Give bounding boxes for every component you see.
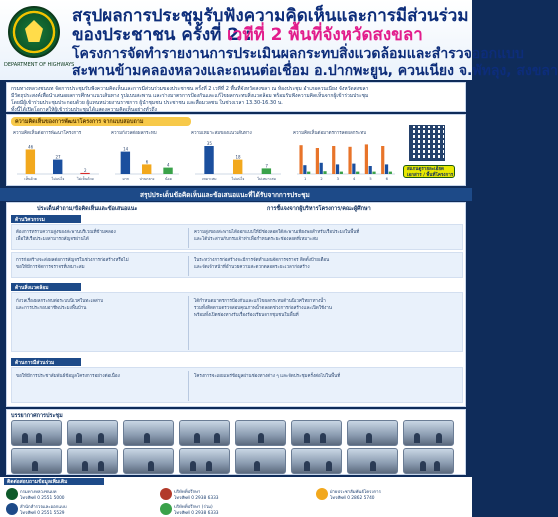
chart-bar — [356, 172, 359, 174]
page-title-line-1: สรุปผลการประชุมรับฟังความคิดเห็นและการมีส่วนร่วม — [72, 6, 469, 26]
meeting-photo[interactable] — [347, 448, 398, 474]
chart-4-svg — [293, 136, 397, 182]
qr-code-icon[interactable] — [409, 125, 445, 161]
contact-name: สำนักสำรวจและออกแบบ — [20, 505, 67, 510]
chart-bar — [385, 164, 388, 174]
intro-line: มีวัตถุประสงค์เพื่อนำเสนอผลการศึกษาแนวเส้นทาง รูปแบบสะพาน และร่างมาตรการป้องกันและแก้ไขผลกระทบสิ่งแวดล้อม พร้อมรับฟังความคิดเห็นจากผู้เข้าร่วมประชุม — [11, 93, 369, 99]
chart-bar — [369, 166, 372, 174]
opinion-table — [6, 202, 466, 407]
chart-category-label: ไม่เหมาะสม — [257, 177, 276, 181]
meeting-photos-panel — [6, 409, 466, 475]
project-title-line-2: สะพานข้ามคลองหลวงและถนนต่อเชื่อม อ.ปากพะยูน, ควนเนียง จ.พัทลุง, สงขลา — [72, 63, 558, 79]
row-divider — [188, 256, 189, 276]
survey-chart-panel — [6, 114, 466, 186]
chart-data-label: 7 — [265, 163, 268, 169]
response-text: พร้อมทั้งเปิดช่องทางรับเรื่องร้องเรียนจากชุมชนในพื้นที่ — [194, 313, 299, 318]
chart-bar — [365, 144, 368, 174]
meeting-photo[interactable] — [67, 420, 118, 446]
meeting-photo[interactable] — [179, 448, 230, 474]
summary-band-title: สรุปประเด็นข้อคิดเห็นและข้อเสนอแนะที่ได้รับจากการประชุม — [140, 191, 310, 199]
chart-4 — [293, 129, 397, 183]
section-engineering: ด้านวิศวกรรม — [11, 215, 81, 223]
column-header-responses: การชี้แจงจากผู้บริหารโครงการ/คณะผู้ศึกษา — [267, 206, 371, 212]
chart-bar — [316, 148, 319, 174]
chart-bar — [340, 172, 343, 174]
chart-3 — [191, 129, 283, 183]
scan-details-button[interactable]: สแกนดูรายละเอียด เอกสาร / พื้นที่โครงการ — [403, 165, 455, 178]
contact-name: บริษัทที่ปรึกษา — [174, 490, 201, 495]
meeting-photo[interactable] — [11, 448, 62, 474]
question-text: ต้องการทราบความสูงของสะพานบริเวณที่ข้ามคลอง — [16, 230, 116, 235]
intro-box — [6, 82, 466, 112]
chart-bar — [336, 164, 339, 174]
bureau-logo-icon — [6, 503, 18, 515]
meeting-photo[interactable] — [347, 420, 398, 446]
table-row — [11, 292, 463, 352]
chart-title: ความเหมาะสมของแนวเส้นทาง — [191, 131, 252, 136]
chart-data-label: 2 — [84, 167, 87, 173]
chart-category-label: 6 — [385, 177, 388, 181]
response-text: โครงการจะเผยแพร่ข้อมูลผ่านช่องทางต่าง ๆ และจัดประชุมครั้งต่อไปในพื้นที่ — [194, 374, 341, 379]
chart-category-label: มาก — [122, 177, 129, 181]
column-header-questions: ประเด็นคำถาม/ข้อคิดเห็นและข้อเสนอแนะ — [37, 206, 138, 212]
response-text: ได้กำหนดมาตรการป้องกันและแก้ไขผลกระทบด้านนิเวศวิทยาทางน้ำ — [194, 299, 326, 304]
meeting-photo[interactable] — [11, 420, 62, 446]
meeting-photo[interactable] — [291, 448, 342, 474]
chart-data-label: 46 — [28, 144, 34, 150]
chart-data-label: 4 — [167, 162, 170, 168]
table-row — [11, 252, 463, 278]
row-divider — [188, 296, 189, 350]
chart-bar — [332, 146, 335, 174]
department-logo-caption: DEPARTMENT OF HIGHWAYS — [4, 62, 75, 68]
consultant-logo-icon — [160, 488, 172, 500]
pr-logo-icon — [316, 488, 328, 500]
row-divider — [188, 228, 189, 248]
contact-name: กรมทางหลวงชนบท — [20, 490, 57, 495]
row-divider — [188, 371, 189, 401]
survey-chart-heading: ความคิดเห็นของการพัฒนาโครงการ จากแบบสอบถาม — [11, 117, 191, 126]
meeting-photo[interactable] — [403, 448, 454, 474]
chart-bar — [303, 165, 306, 174]
chart-bar — [26, 149, 35, 174]
response-text: ความสูงของสะพานได้ออกแบบให้มีช่องลอดใต้สะพานเพียงพอสำหรับเรือประมงในพื้นที่ — [194, 230, 360, 235]
meeting-photo[interactable] — [403, 420, 454, 446]
department-logo-icon — [6, 488, 18, 500]
chart-category-label: 2 — [320, 177, 323, 181]
chart-bar — [320, 163, 323, 174]
response-text: รวมทั้งติดตามตรวจสอบคุณภาพน้ำตลอดช่วงการก่อสร้างและเปิดใช้งาน — [194, 306, 332, 311]
question-text: ขอให้มีการประชาสัมพันธ์ข้อมูลโครงการอย่างต่อเนื่อง — [16, 374, 120, 379]
contact-footer — [0, 477, 472, 517]
contact-detail[interactable]: โทรศัพท์ 0 2551 5529 — [20, 511, 65, 516]
section-participation: ด้านการมีส่วนร่วม — [11, 358, 81, 366]
chart-bar — [233, 160, 242, 174]
page-title-venue: เวทีที่ 2 พื้นที่จังหวัดสงขลา — [227, 25, 423, 45]
contact-detail[interactable]: โทรศัพท์ 0 2938 6333 — [174, 511, 219, 516]
chart-bar — [323, 171, 326, 174]
chart-2-svg — [111, 136, 181, 182]
chart-bar — [204, 146, 213, 174]
page-title-line-2: ของประชาชน ครั้งที่ 2 : — [72, 25, 252, 45]
chart-data-label: 35 — [206, 141, 212, 146]
chart-bar — [352, 164, 355, 174]
intro-line: กรมทางหลวงชนบท จัดการประชุมรับฟังความคิดเห็นและการมีส่วนร่วมของประชาชน ครั้งที่ 2 เวทีที่ 2 พื้นที่จังหวัดสงขลา ณ ห้องประชุม อำเภอควนเนียง จังหวัดสงขลา — [11, 86, 369, 92]
meeting-photo[interactable] — [235, 420, 286, 446]
contact-detail[interactable]: โทรศัพท์ 0 2938 6333 — [174, 496, 219, 501]
chart-data-label: 27 — [55, 154, 61, 160]
contact-heading: ติดต่อสอบถามข้อมูลเพิ่มเติม — [4, 478, 104, 485]
chart-bar — [389, 172, 392, 174]
chart-category-label: เห็นด้วย — [24, 177, 37, 181]
department-logo-icon — [8, 6, 60, 58]
question-text: กังวลเรื่องผลกระทบต่อระบบนิเวศในทะเลสาบ — [16, 299, 104, 304]
question-text: การก่อสร้างจะส่งผลต่อการสัญจรในช่วงการก่อสร้างหรือไม่ — [16, 258, 129, 263]
meeting-photo[interactable] — [67, 448, 118, 474]
chart-data-label: 18 — [235, 154, 241, 160]
chart-2 — [111, 129, 181, 183]
meeting-photo[interactable] — [179, 420, 230, 446]
chart-category-label: 1 — [304, 177, 307, 181]
chart-data-label: 14 — [123, 146, 129, 152]
intro-line: โดยมีผู้เข้าร่วมประชุมประกอบด้วย ผู้แทนหน่วยงานราชการ ผู้นำชุมชน ประชาชน และสื่อมวลชน ในช่วงเวลา 13.30-16.30 น. — [11, 100, 283, 106]
chart-1 — [13, 129, 101, 183]
response-text: ในระหว่างการก่อสร้างจะมีการจัดทำแผนจัดการจราจร ติดตั้งป้ายเตือน — [194, 258, 330, 263]
summary-band — [0, 188, 472, 201]
chart-category-label: 4 — [353, 177, 356, 181]
table-row — [11, 367, 463, 403]
intro-line: ทั้งนี้ได้เปิดโอกาสให้ผู้เข้าร่วมประชุมได้แสดงความคิดเห็นอย่างทั่วถึง — [11, 107, 157, 113]
chart-bar — [163, 168, 172, 174]
chart-category-label: 3 — [336, 177, 339, 181]
chart-bar — [307, 172, 310, 174]
chart-3-svg — [191, 136, 283, 182]
chart-bar — [381, 146, 384, 174]
project-title-line-1: โครงการจัดทำรายงานการประเมินผลกระทบสิ่งแวดล้อมและสำรวจออกแบบ — [72, 46, 524, 62]
response-text: และได้ประสานกับกรมเจ้าท่าเพื่อกำหนดระยะช่องลอดที่เหมาะสม — [194, 237, 318, 242]
contact-name: ฝ่ายประชาสัมพันธ์โครงการ — [330, 490, 381, 495]
meeting-photo[interactable] — [123, 448, 174, 474]
chart-1-svg — [13, 136, 101, 182]
question-text: ขอให้มีการจัดการจราจรที่เหมาะสม — [16, 265, 85, 270]
chart-category-label: ปานกลาง — [139, 177, 155, 181]
chart-title: ความคิดเห็นต่อการพัฒนาโครงการ — [13, 131, 82, 136]
chart-category-label: เหมาะสม — [202, 177, 217, 181]
contact-detail[interactable]: โทรศัพท์ 0 2862 5740 — [330, 496, 375, 501]
chart-bar — [348, 147, 351, 174]
meeting-photo[interactable] — [291, 420, 342, 446]
chart-category-label: 5 — [369, 177, 372, 181]
chart-bar — [262, 168, 271, 174]
header — [0, 0, 558, 80]
chart-bar — [142, 164, 151, 174]
chart-category-label: ไม่แน่ใจ — [51, 177, 65, 181]
consultant-logo-icon — [160, 503, 172, 515]
chart-category-label: ไม่เห็นด้วย — [76, 177, 94, 181]
chart-bar — [80, 173, 89, 174]
chart-title: ความคิดเห็นต่อมาตรการลดผลกระทบ — [293, 131, 367, 136]
chart-bar — [299, 145, 302, 174]
chart-bar — [372, 172, 375, 174]
chart-data-label: 6 — [145, 159, 149, 165]
contact-name: บริษัทที่ปรึกษา (ร่วม) — [174, 505, 213, 510]
chart-category-label: น้อย — [164, 177, 172, 181]
photos-heading: บรรยากาศการประชุม — [11, 413, 63, 419]
question-text: และการประกอบอาชีพประมงพื้นบ้าน — [16, 306, 87, 311]
chart-bar — [53, 160, 62, 174]
meeting-photo[interactable] — [235, 448, 286, 474]
chart-title: ความกังวลต่อผลกระทบ — [111, 131, 157, 136]
chart-category-label: ไม่แน่ใจ — [231, 177, 245, 181]
table-row — [11, 224, 463, 250]
question-text: เพื่อให้เรือประมงสามารถสัญจรผ่านได้ — [16, 237, 89, 242]
meeting-photo[interactable] — [123, 420, 174, 446]
section-environment: ด้านสิ่งแวดล้อม — [11, 283, 81, 291]
response-text: และจัดเจ้าหน้าที่อำนวยความสะดวกตลอดระยะเวลาก่อสร้าง — [194, 265, 310, 270]
contact-detail[interactable]: โทรศัพท์ 0 2551 5000 — [20, 496, 65, 501]
chart-bar — [121, 152, 130, 174]
